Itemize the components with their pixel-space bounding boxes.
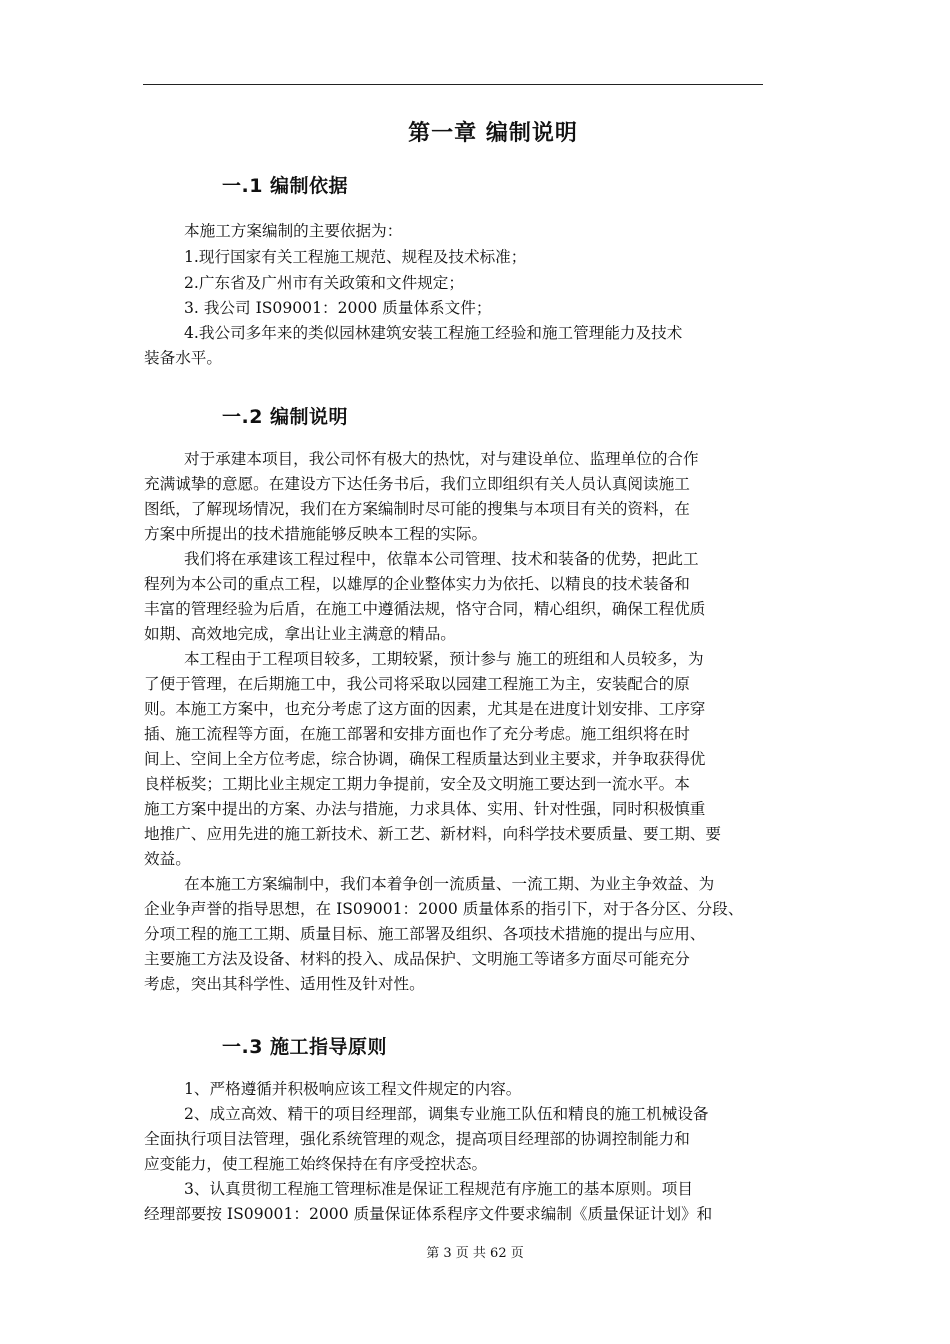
paragraph-line: 地推广、应用先进的施工新技术、新工艺、新材料，向科学技术要质量、要工期、要 <box>144 825 721 843</box>
paragraph-line: 充满诚挚的意愿。在建设方下达任务书后，我们立即组织有关人员认真阅读施工 <box>144 475 690 493</box>
paragraph-line: 分项工程的施工工期、质量目标、施工部署及组织、各项技术措施的提出与应用、 <box>144 925 706 943</box>
header-rule <box>143 84 763 85</box>
paragraph-line: 4.我公司多年来的类似园林建筑安装工程施工经验和施工管理能力及技术 <box>184 324 683 342</box>
paragraph-line: 丰富的管理经验为后盾，在施工中遵循法规，恪守合同，精心组织，确保工程优质 <box>144 600 706 618</box>
paragraph-line: 图纸，了解现场情况，我们在方案编制时尽可能的搜集与本项目有关的资料，在 <box>144 500 690 518</box>
section-heading-3: 一.3 施工指导原则 <box>222 1036 388 1058</box>
paragraph-line: 本工程由于工程项目较多，工期较紧，预计参与 施工的班组和人员较多，为 <box>184 650 704 668</box>
paragraph-line: 程列为本公司的重点工程，以雄厚的企业整体实力为依托、以精良的技术装备和 <box>144 575 690 593</box>
paragraph-line: 企业争声誉的指导思想，在 IS09001：2000 质量体系的指引下，对于各分区、分段、 <box>144 900 744 918</box>
paragraph-line: 方案中所提出的技术措施能够反映本工程的实际。 <box>144 525 488 543</box>
paragraph-line: 间上、空间上全方位考虑，综合协调，确保工程质量达到业主要求，并争取获得优 <box>144 750 706 768</box>
paragraph-line: 1.现行国家有关工程施工规范、规程及技术标准； <box>184 248 527 266</box>
paragraph-line: 主要施工方法及设备、材料的投入、成品保护、文明施工等诸多方面尽可能充分 <box>144 950 690 968</box>
paragraph-line: 我们将在承建该工程过程中，依靠本公司管理、技术和装备的优势，把此工 <box>184 550 699 568</box>
paragraph-line: 对于承建本项目，我公司怀有极大的热忱，对与建设单位、监理单位的合作 <box>184 450 699 468</box>
paragraph-line: 则。本施工方案中，也充分考虑了这方面的因素，尤其是在进度计划安排、工序穿 <box>144 700 706 718</box>
paragraph-line: 本施工方案编制的主要依据为： <box>184 222 403 240</box>
paragraph-line: 良样板奖；工期比业主规定工期力争提前，安全及文明施工要达到一流水平。本 <box>144 775 690 793</box>
paragraph-line: 如期、高效地完成，拿出让业主满意的精品。 <box>144 625 456 643</box>
section-heading-1: 一.1 编制依据 <box>222 175 349 197</box>
paragraph-line: 了便于管理，在后期施工中，我公司将采取以园建工程施工为主，安装配合的原 <box>144 675 690 693</box>
paragraph-line: 全面执行项目法管理，强化系统管理的观念，提高项目经理部的协调控制能力和 <box>144 1130 690 1148</box>
paragraph-line: 3. 我公司 IS09001：2000 质量体系文件； <box>184 299 492 317</box>
chapter-title: 第一章 编制说明 <box>408 121 578 146</box>
paragraph-line: 应变能力，使工程施工始终保持在有序受控状态。 <box>144 1155 488 1173</box>
paragraph-line: 2、成立高效、精干的项目经理部，调集专业施工队伍和精良的施工机械设备 <box>184 1105 709 1123</box>
paragraph-line: 装备水平。 <box>144 349 222 367</box>
section-heading-2: 一.2 编制说明 <box>222 406 349 428</box>
paragraph-line: 3、认真贯彻工程施工管理标准是保证工程规范有序施工的基本原则。项目 <box>184 1180 693 1198</box>
paragraph-line: 2.广东省及广州市有关政策和文件规定； <box>184 274 464 292</box>
paragraph-line: 1、严格遵循并积极响应该工程文件规定的内容。 <box>184 1080 522 1098</box>
page-number: 第 3 页 共 62 页 <box>426 1246 524 1261</box>
paragraph-line: 效益。 <box>144 850 191 868</box>
paragraph-line: 插、施工流程等方面，在施工部署和安排方面也作了充分考虑。施工组织将在时 <box>144 725 690 743</box>
paragraph-line: 经理部要按 IS09001：2000 质量保证体系程序文件要求编制《质量保证计划》和 <box>144 1205 713 1223</box>
paragraph-line: 在本施工方案编制中，我们本着争创一流质量、一流工期、为业主争效益、为 <box>184 875 715 893</box>
paragraph-line: 考虑，突出其科学性、适用性及针对性。 <box>144 975 425 993</box>
paragraph-line: 施工方案中提出的方案、办法与措施，力求具体、实用、针对性强，同时积极慎重 <box>144 800 706 818</box>
